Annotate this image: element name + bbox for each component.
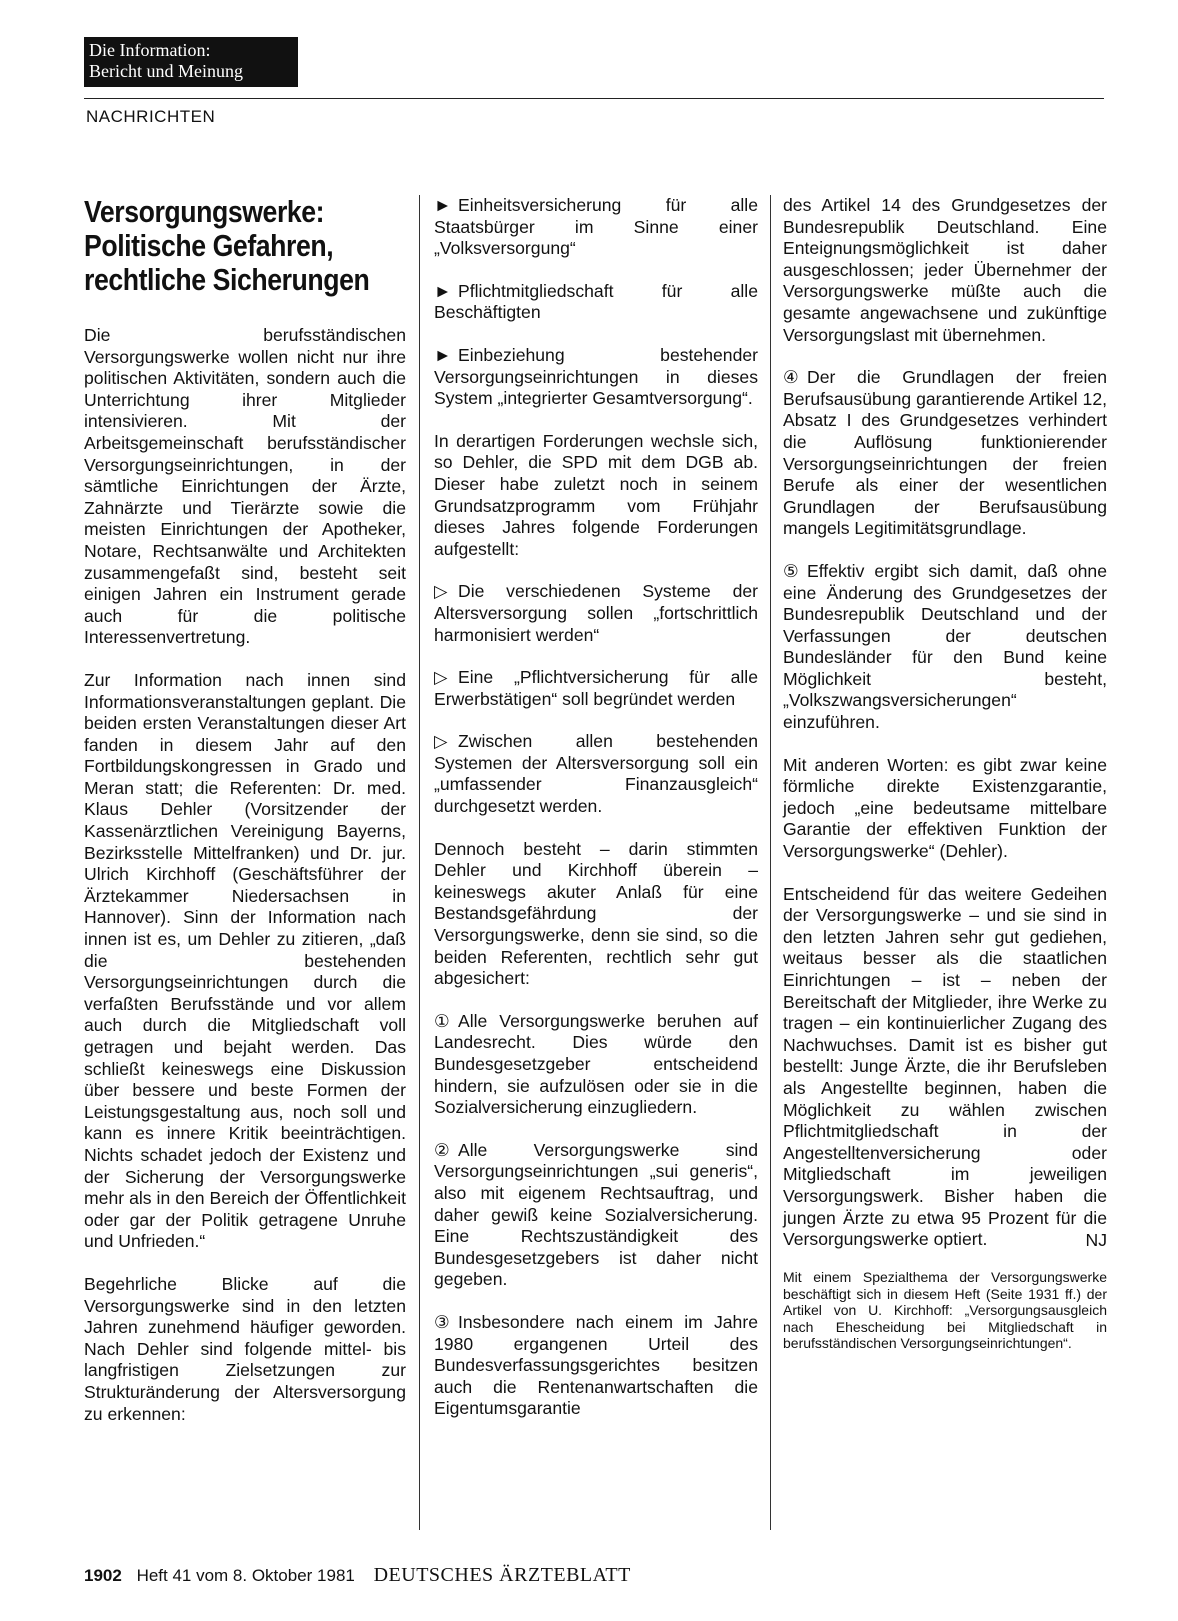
section-label: NACHRICHTEN	[86, 107, 216, 126]
numbered-item	[434, 1312, 758, 1420]
headline-line1: Versorgungswerke:	[84, 194, 325, 229]
triangle-bullet-icon: ►	[434, 280, 452, 301]
list-item	[434, 195, 758, 260]
list-item	[434, 731, 758, 817]
paragraph: Mit anderen Worten: es gibt zwar keine förmliche direkte Existenzgarantie, jedoch „eine bedeutsame mittelbare Garantie der effektiven Funktion der Versorgungswerke“ (Dehler).	[783, 754, 1107, 862]
circled-number-icon: ②	[434, 1139, 450, 1160]
numbered-item	[783, 561, 1107, 734]
masthead-line1: Die Information:	[89, 40, 211, 60]
paragraph: In derartigen Forderungen wechsle sich, so Dehler, die SPD mit dem DGB ab. Dieser habe zuletzt noch in seinem Grundsatzprogramm vom Frühjahr dieses Jahres folgende Forderungen aufgestellt:	[434, 430, 758, 559]
outline-triangle-icon: ▷	[434, 667, 448, 688]
column-divider-1	[419, 195, 420, 1530]
list-item-text: Einbeziehung bestehender Versorgungseinrichtungen in dieses System „integrierter Gesamtversorgung“.	[434, 344, 758, 409]
headline-line2: Politische Gefahren,	[84, 228, 334, 263]
list-item-text: Die verschiedenen Systeme der Altersversorgung sollen „fortschrittlich harmonisiert werden“	[434, 581, 758, 645]
list-item	[434, 281, 758, 324]
paragraph	[783, 884, 1107, 1251]
circled-number-icon: ④	[783, 367, 799, 388]
top-rule	[84, 98, 1104, 99]
circled-number-icon: ⑤	[783, 560, 799, 581]
numbered-item-text: Der die Grundlagen der freien Berufsausübung garantierende Artikel 12, Absatz I des Grundgesetzes verhindert die Auflösung funktionierender Versorgungseinrichtungen der freien Berufe als einer der wesentlichen Grundlagen der Berufsausübung mangels Legitimitätsgrundlage.	[783, 367, 1107, 539]
journal-name: DEUTSCHES ÄRZTEBLATT	[373, 1564, 631, 1586]
list-item-text: Eine „Pflichtversicherung für alle Erwerbstätigen“ soll begründet werden	[434, 667, 758, 709]
numbered-item-text: Insbesondere nach einem im Jahre 1980 ergangenen Urteil des Bundesverfassungsgerichtes besitzen auch die Rentenanwartschaften die Eigentumsgarantie	[434, 1311, 758, 1419]
paragraph: des Artikel 14 des Grundgesetzes der Bundesrepublik Deutschland. Eine Enteignungsmöglichkeit ist daher ausgeschlossen; jeder Übernehmer der Versorgungswerke müßte auch die gesamte angewachsene und zukünftige Versorgungslast mit übernehmen.	[783, 195, 1107, 345]
numbered-item	[783, 367, 1107, 540]
column-1	[84, 195, 406, 1446]
circled-number-icon: ①	[434, 1010, 450, 1031]
list-item-text: Zwischen allen bestehenden Systemen der Altersversorgung soll ein „umfassender Finanzausgleich“ durchgesetzt werden.	[434, 731, 758, 817]
circled-number-icon: ③	[434, 1311, 450, 1332]
paragraph: Zur Information nach innen sind Informationsveranstaltungen geplant. Die beiden ersten Veranstaltungen dieser Art fanden in diesem Jahr auf den Fortbildungskongressen in Grado und Meran statt; die Referenten: Dr. med. Klaus Dehler (Vorsitzender der Kassenärztlichen Vereinigung Bayerns, Bezirksstelle Mittelfranken) und Dr. jur. Ulrich Kirchhoff (Geschäftsführer der Ärztekammer Niedersachsen in Hannover). Sinn der Information nach innen ist es, um Dehler zu zitieren, „daß die bestehenden Versorgungseinrichtungen durch die verfaßten Berufsstände und vor allem auch durch die Mitgliedschaft voll getragen und bejaht werden. Das schließt keineswegs eine Diskussion über bessere und beste Formen der Leistungsgestaltung aus, noch soll und kann es innere Kritik beeinträchtigen. Nichts schadet jedoch der Existenz und der Sicherung der Versorgungswerke mehr als in den Bereich der Öffentlichkeit oder gar der Politik getragene Unruhe und Unfrieden.“	[84, 669, 406, 1252]
outline-triangle-icon: ▷	[434, 731, 448, 752]
numbered-item-text: Alle Versorgungswerke beruhen auf Landesrecht. Dies würde den Bundesgesetzgeber entscheidend hindern, sie aufzulösen oder sie in die Sozialversicherung einzugliedern.	[434, 1010, 758, 1118]
author-initials: NJ	[1085, 1229, 1107, 1250]
outline-triangle-icon: ▷	[434, 581, 448, 602]
paragraph: Begehrliche Blicke auf die Versorgungswerke sind in den letzten Jahren zunehmend häufiger geworden. Nach Dehler sind folgende mittel- bis langfristigen Zielsetzungen zur Strukturänderung der Altersversorgung zu erkennen:	[84, 1273, 406, 1424]
headline	[84, 195, 404, 297]
numbered-item-text: Effektiv ergibt sich damit, daß ohne eine Änderung des Grundgesetzes der Bundesrepublik Deutschland und der Verfassungen der deutschen Bundesländer für den Bund keine Möglichkeit besteht, „Volkszwangsversicherungen“ einzuführen.	[783, 560, 1107, 733]
paragraph: Dennoch besteht – darin stimmten Dehler und Kirchhoff überein – keineswegs akuter Anlaß für eine Bestandsgefährdung der Versorgungswerke, denn sie sind, so die beiden Referenten, rechtlich sehr gut abgesichert:	[434, 838, 758, 989]
paragraph: Die berufsständischen Versorgungswerke wollen nicht nur ihre politischen Aktivitäten, sondern auch die Unterrichtung ihrer Mitglieder intensivieren. Mit der Arbeitsgemeinschaft berufsständischer Versorgungseinrichtungen, in der sämtliche Einrichtungen der Ärzte, Zahnärzte und Tierärzte sowie die meisten Einrichtungen der Apotheker, Notare, Rechtsanwälte und Architekten zusammengefaßt sind, besteht seit einigen Jahren ein Instrument gerade auch für die politische Interessenvertretung.	[84, 325, 406, 648]
triangle-bullet-icon: ►	[434, 344, 452, 365]
list-item-text: Pflichtmitgliedschaft für alle Beschäftigten	[434, 280, 758, 323]
numbered-item-text: Alle Versorgungswerke sind Versorgungseinrichtungen „sui generis“, also mit eigenem Rechtsauftrag, und daher gewiß keine Sozialversicherung. Eine Rechtszuständigkeit des Bundesgesetzgebers ist daher nicht gegeben.	[434, 1139, 758, 1290]
issue-info: Heft 41 vom 8. Oktober 1981	[136, 1566, 355, 1585]
list-item	[434, 581, 758, 646]
list-item-text: Einheitsversicherung für alle Staatsbürger im Sinne einer „Volksversorgung“	[434, 195, 758, 259]
column-divider-2	[770, 195, 771, 1530]
paragraph-text: Entscheidend für das weitere Gedeihen der Versorgungswerke – und sie sind in den letzten Jahren sehr gut gediehen, weitaus besser als die staatlichen Einrichtungen – ist – neben der Bereitschaft der Mitglieder, ihre Werke zu tragen – ein kontinuierlicher Zugang des Nachwuchses. Damit ist es bisher gut bestellt: Junge Ärzte, die ihr Berufsleben als Angestellte beginnen, haben die Möglichkeit zu wählen zwischen Pflichtmitgliedschaft in der Angestelltenversicherung oder Mitgliedschaft im jeweiligen Versorgungswerk. Bisher haben die jungen Ärzte zu etwa 95 Prozent für die Versorgungswerke optiert.	[783, 883, 1107, 1250]
masthead-line2: Bericht und Meinung	[89, 61, 243, 81]
reference-note: Mit einem Spezialthema der Versorgungswerke beschäftigt sich in diesem Heft (Seite 1931 ff.) der Artikel von U. Kirchhoff: „Versorgungsausgleich nach Ehescheidung bei Mitgliedschaft in berufsständischen Versorgungseinrichtungen“.	[783, 1269, 1107, 1352]
headline-line3: rechtliche Sicherungen	[84, 262, 370, 297]
numbered-item	[434, 1140, 758, 1291]
list-item	[434, 667, 758, 710]
list-item	[434, 345, 758, 410]
page-footer	[84, 1564, 631, 1587]
masthead	[84, 37, 298, 87]
column-2	[434, 195, 758, 1441]
numbered-item	[434, 1011, 758, 1119]
triangle-bullet-icon: ►	[434, 195, 452, 215]
page-number: 1902	[84, 1566, 122, 1585]
column-3	[783, 195, 1107, 1352]
